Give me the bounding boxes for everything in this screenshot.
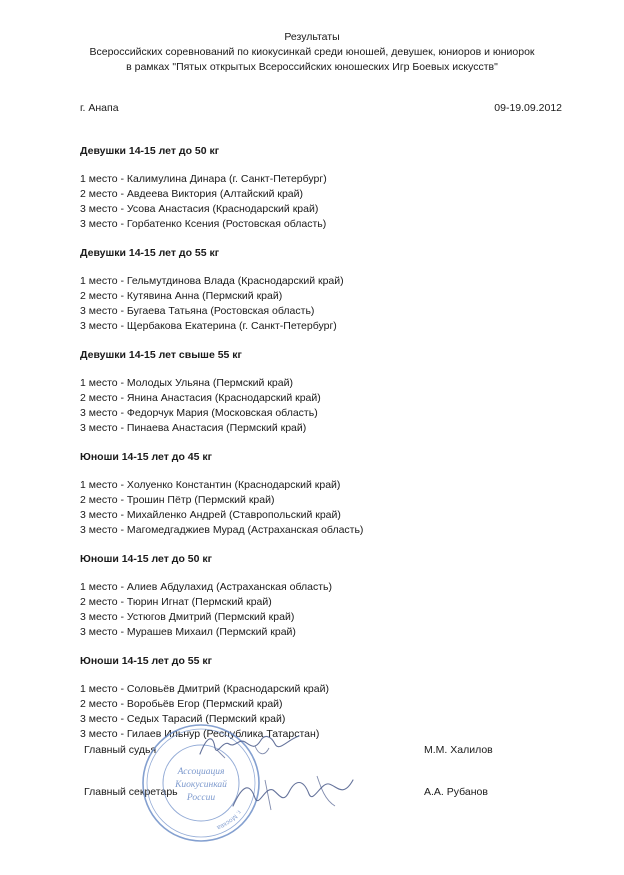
result-entry: 1 место - Соловьёв Дмитрий (Краснодарский край) <box>80 683 329 695</box>
section-title: Девушки 14-15 лет до 55 кг <box>80 247 220 259</box>
document-header <box>0 30 624 75</box>
result-entry: 1 место - Калимулина Динара (г. Санкт-Петербург) <box>80 173 327 185</box>
stamp-line-3: России <box>186 793 216 803</box>
result-section <box>80 144 560 232</box>
result-section <box>80 348 560 436</box>
judge-handwritten-signature <box>195 726 305 766</box>
stamp-ring-text: г. Москва <box>215 808 243 831</box>
result-entry: 2 место - Янина Анастасия (Краснодарский край) <box>80 392 321 404</box>
secretary-role: Главный секретарь <box>84 786 178 798</box>
header-subtitle: Всероссийских соревнований по киокусинкай среди юношей, девушек, юниоров и юниорок <box>89 46 535 58</box>
result-entry: 3 место - Бугаева Татьяна (Ростовская область) <box>80 305 315 317</box>
result-section <box>80 450 560 538</box>
result-entry: 3 место - Усова Анастасия (Краснодарский край) <box>80 203 319 215</box>
result-entry: 3 место - Мурашев Михаил (Пермский край) <box>80 626 296 638</box>
result-entry: 2 место - Трошин Пётр (Пермский край) <box>80 494 275 506</box>
result-entry: 3 место - Михайленко Андрей (Ставропольский край) <box>80 509 341 521</box>
result-entry: 2 место - Тюрин Игнат (Пермский край) <box>80 596 272 608</box>
result-entry: 1 место - Алиев Абдулахид (Астраханская область) <box>80 581 332 593</box>
stamp-line-2: Киокусинкай <box>175 780 227 790</box>
result-entry: 1 место - Холуенко Константин (Краснодарский край) <box>80 479 341 491</box>
secretary-name: А.А. Рубанов <box>424 786 488 798</box>
result-entry: 1 место - Гельмутдинова Влада (Краснодарский край) <box>80 275 344 287</box>
result-entry: 3 место - Федорчук Мария (Московская область) <box>80 407 318 419</box>
result-entry: 3 место - Горбатенко Ксения (Ростовская область) <box>80 218 327 230</box>
result-entry: 3 место - Щербакова Екатерина (г. Санкт-Петербург) <box>80 320 337 332</box>
stamp-line-1: Ассоциация <box>177 767 225 777</box>
section-title: Девушки 14-15 лет свыше 55 кг <box>80 349 242 361</box>
results-list <box>80 144 560 756</box>
header-title: Результаты <box>284 31 340 43</box>
judge-name: М.М. Халилов <box>424 744 493 756</box>
result-section <box>80 552 560 640</box>
result-section <box>80 246 560 334</box>
result-entry: 1 место - Молодых Ульяна (Пермский край) <box>80 377 293 389</box>
result-entry: 2 место - Кутявина Анна (Пермский край) <box>80 290 283 302</box>
result-entry: 2 место - Воробьёв Егор (Пермский край) <box>80 698 283 710</box>
result-entry: 3 место - Магомедгаджиев Мурад (Астраханская область) <box>80 524 364 536</box>
section-title: Юноши 14-15 лет до 45 кг <box>80 451 212 463</box>
result-entry: 3 место - Гилаев Ильнур (Республика Татарстан) <box>80 728 320 740</box>
judge-role: Главный судья <box>84 744 157 756</box>
result-entry: 3 место - Устюгов Дмитрий (Пермский край) <box>80 611 295 623</box>
secretary-handwritten-signature <box>225 770 365 816</box>
date: 09-19.09.2012 <box>494 102 562 114</box>
result-entry: 2 место - Авдеева Виктория (Алтайский край) <box>80 188 303 200</box>
section-title: Девушки 14-15 лет до 50 кг <box>80 145 220 157</box>
header-subtitle-2: в рамках "Пятых открытых Всероссийских юношеских Игр Боевых искусств" <box>126 61 498 73</box>
section-title: Юноши 14-15 лет до 55 кг <box>80 655 212 667</box>
result-entry: 3 место - Седых Тарасий (Пермский край) <box>80 713 286 725</box>
result-entry: 3 место - Пинаева Анастасия (Пермский край) <box>80 422 307 434</box>
section-title: Юноши 14-15 лет до 50 кг <box>80 553 212 565</box>
city: г. Анапа <box>80 102 119 114</box>
